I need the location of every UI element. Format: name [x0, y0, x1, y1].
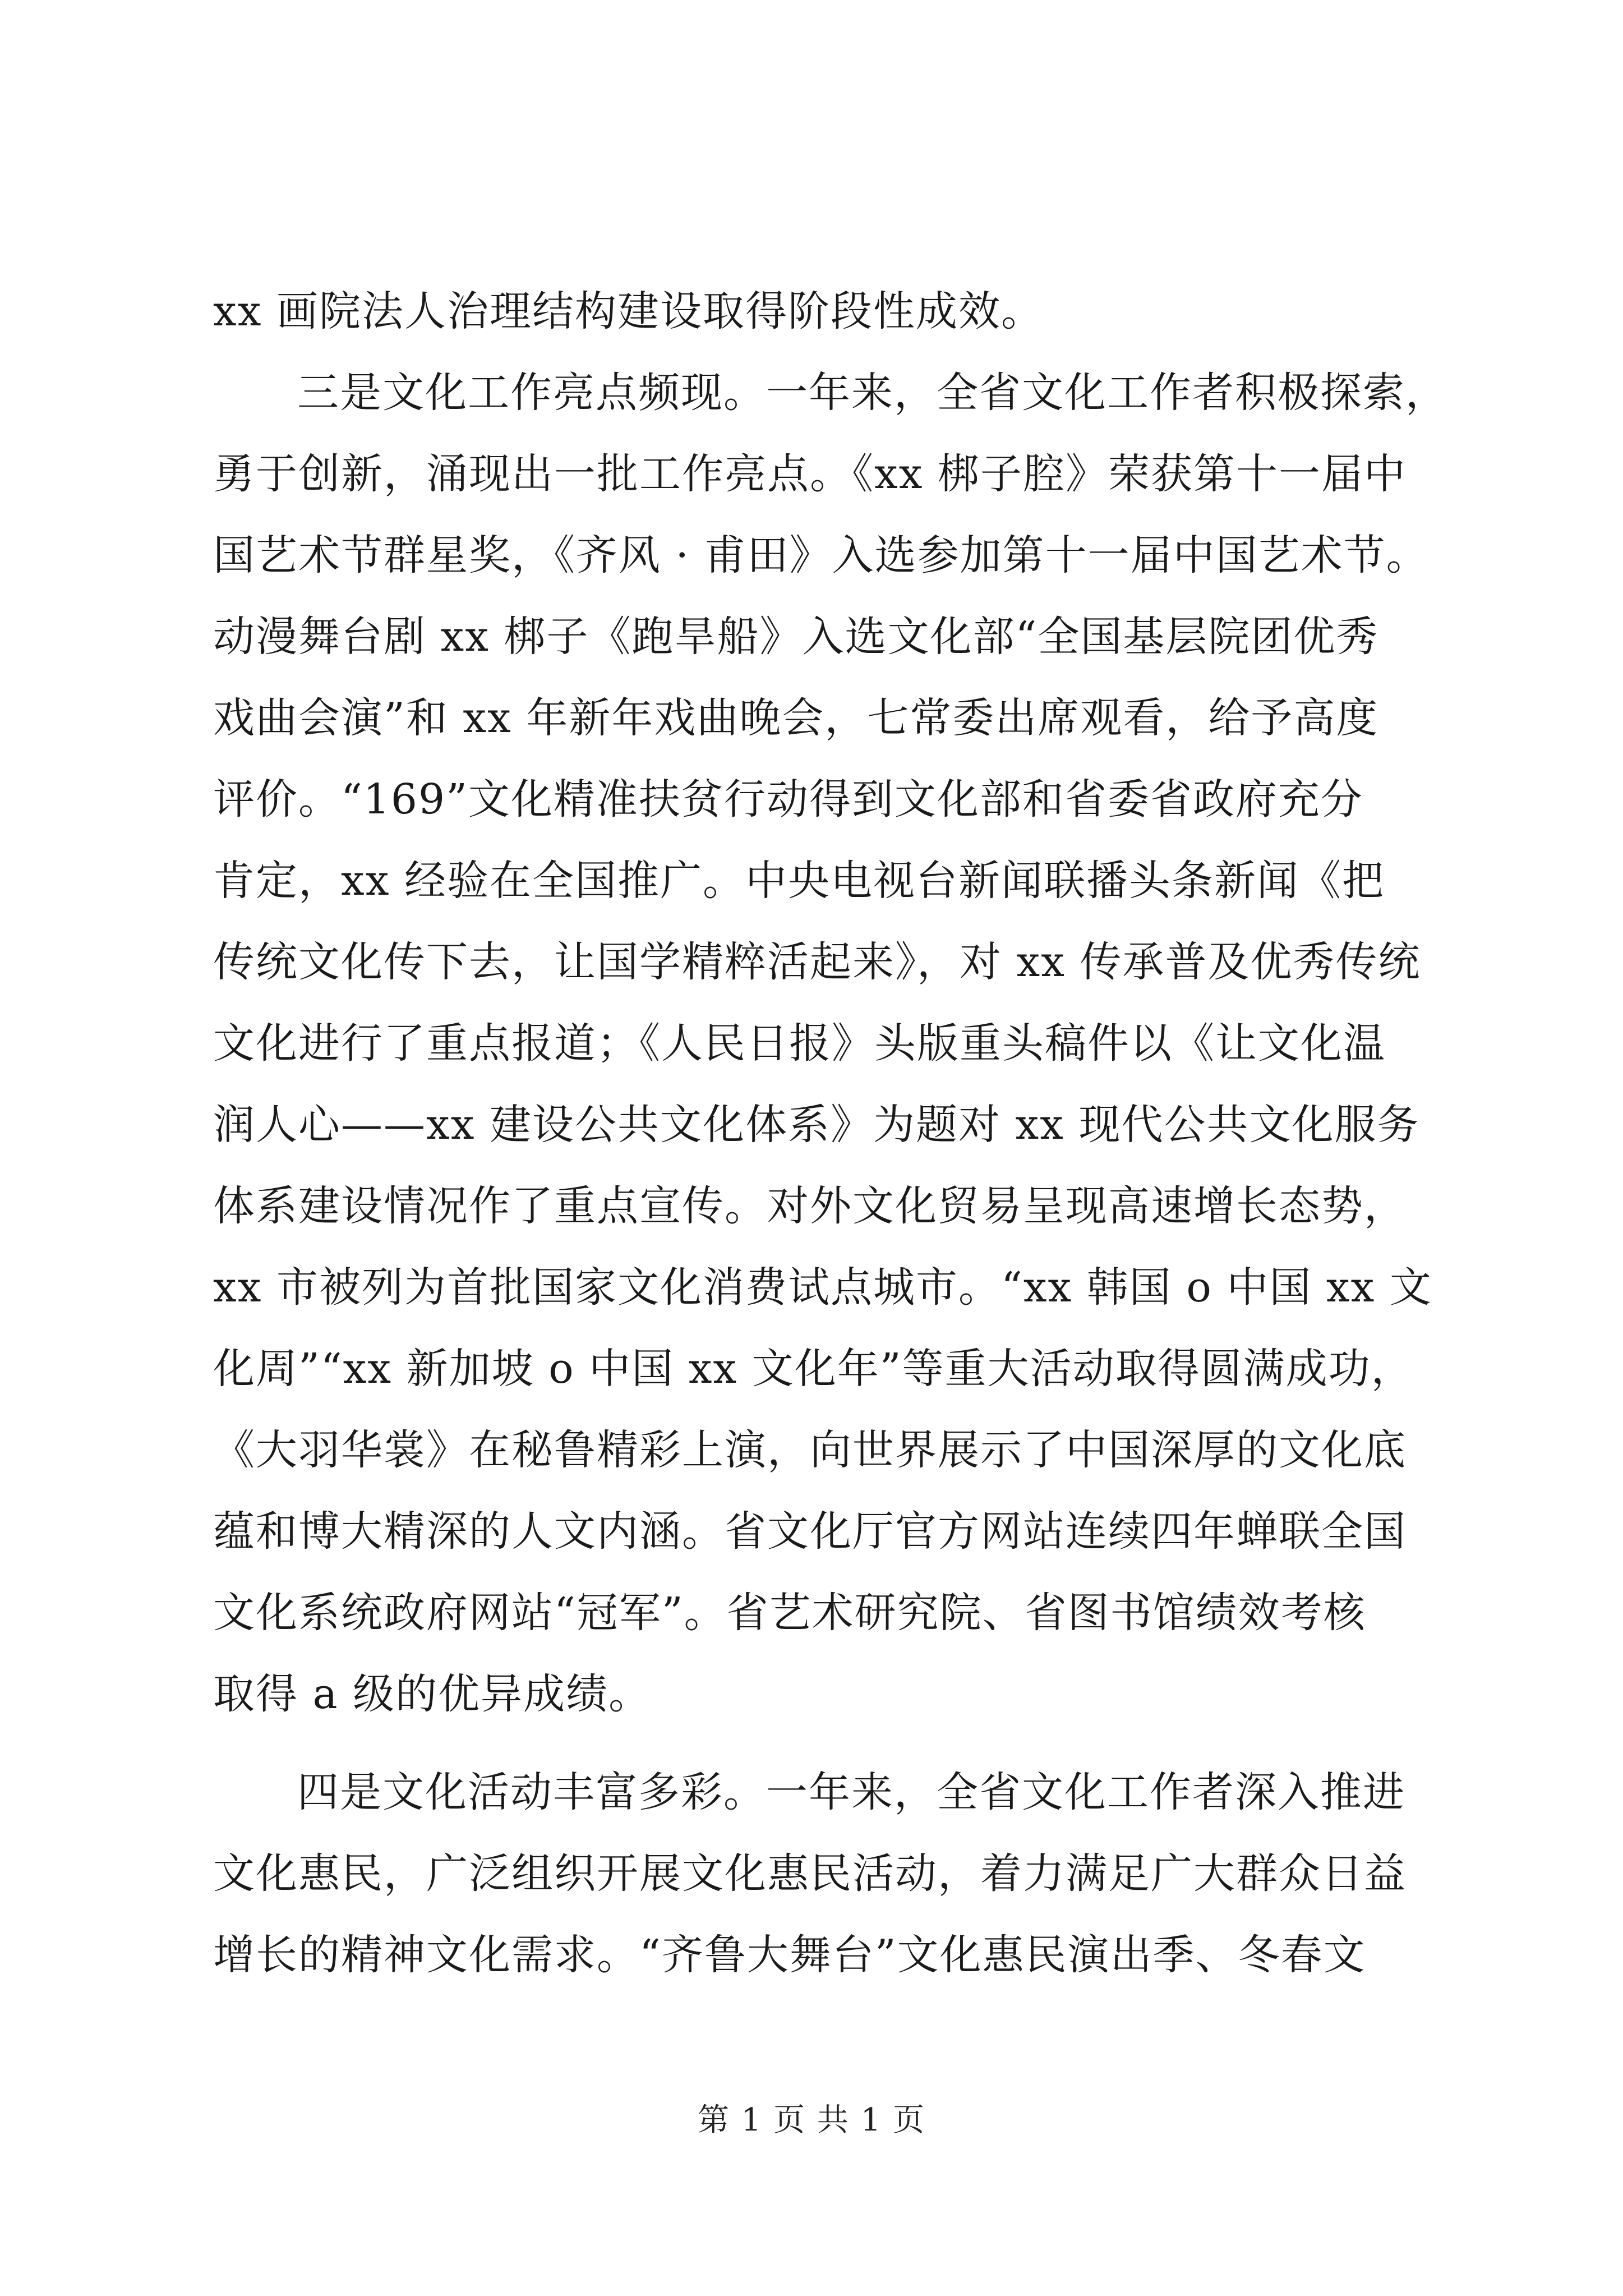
body-line: 动漫舞台剧 xx 梆子《跑旱船》入选文化部“全国基层院团优秀 — [213, 613, 1379, 661]
body-line: 传统文化传下去，让国学精粹活起来》，对 xx 传承普及优秀传统 — [213, 938, 1421, 986]
body-line: 取得 a 级的优异成绩。 — [213, 1670, 652, 1718]
body-line: 《大羽华裳》在秘鲁精彩上演，向世界展示了中国深厚的文化底 — [213, 1426, 1407, 1474]
body-line: 文化系统政府网站“冠军”。省艺术研究院、省图书馆绩效考核 — [213, 1589, 1366, 1637]
body-line: 戏曲会演”和 xx 年新年戏曲晚会，七常委出席观看，给予高度 — [213, 694, 1379, 742]
body-line: xx 画院法人治理结构建设取得阶段性成效。 — [213, 287, 1044, 335]
body-line: 化周”“xx 新加坡 o 中国 xx 文化年”等重大活动取得圆满成功， — [213, 1345, 1414, 1393]
body-line: xx 市被列为首批国家文化消费试点城市。“xx 韩国 o 中国 xx 文 — [213, 1263, 1432, 1312]
body-line: 润人心——xx 建设公共文化体系》为题对 xx 现代公共文化服务 — [213, 1101, 1420, 1149]
paragraph-start-line: 三是文化工作亮点频现。一年来，全省文化工作者积极探索， — [297, 369, 1448, 417]
body-line: 国艺术节群星奖，《齐风 · 甫田》入选参加第十一届中国艺术节。 — [213, 531, 1429, 579]
page-number-footer: 第 1 页 共 1 页 — [697, 2102, 926, 2138]
body-line: 肯定，xx 经验在全国推广。中央电视台新闻联播头条新闻《把 — [213, 857, 1385, 905]
body-line: 文化惠民，广泛组织开展文化惠民活动，着力满足广大群众日益 — [213, 1849, 1407, 1898]
body-line: 增长的精神文化需求。“齐鲁大舞台”文化惠民演出季、冬春文 — [213, 1931, 1366, 1979]
body-line: 文化进行了重点报道；《人民日报》头版重头稿件以《让文化温 — [213, 1019, 1386, 1068]
paragraph-start-line: 四是文化活动丰富多彩。一年来，全省文化工作者深入推进 — [297, 1768, 1405, 1816]
body-line: 评价。“169”文化精准扶贫行动得到文化部和省委省政府充分 — [213, 775, 1363, 823]
body-line: 勇于创新，涌现出一批工作亮点。《xx 梆子腔》荣获第十一届中 — [213, 450, 1407, 498]
body-line: 体系建设情况作了重点宣传。对外文化贸易呈现高速增长态势， — [213, 1182, 1407, 1230]
body-line: 蕴和博大精深的人文内涵。省文化厅官方网站连续四年蝉联全国 — [213, 1507, 1407, 1556]
